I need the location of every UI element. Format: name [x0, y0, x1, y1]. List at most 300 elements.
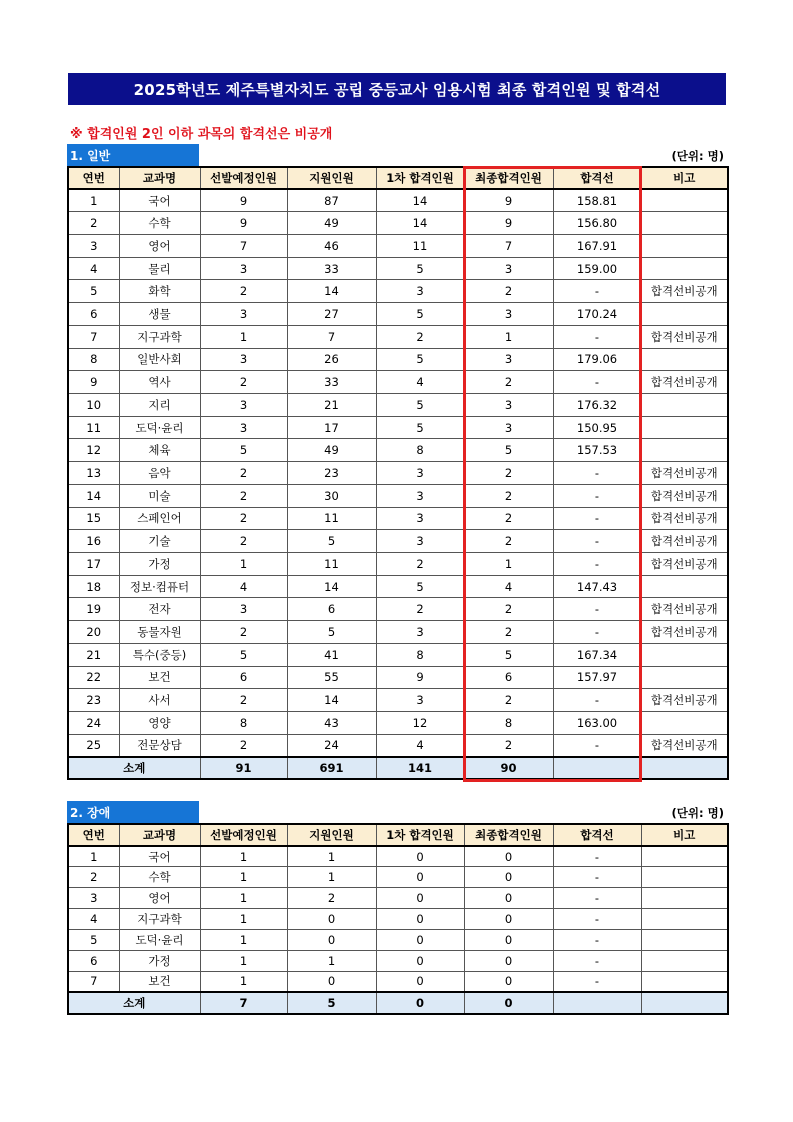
cell-subject: 지구과학 [119, 909, 200, 930]
subtotal-cutoff [553, 757, 641, 779]
cell-first-pass: 0 [376, 971, 464, 992]
cell-first-pass: 5 [376, 575, 464, 598]
subtotal-applicants: 5 [287, 992, 376, 1014]
cell-plan: 1 [200, 888, 287, 909]
cell-plan: 1 [200, 846, 287, 867]
cell-no: 24 [68, 712, 119, 735]
cell-note [641, 929, 728, 950]
cell-final-pass: 2 [464, 530, 553, 553]
cell-plan: 9 [200, 189, 287, 212]
cell-applicants: 7 [287, 325, 376, 348]
cell-plan: 1 [200, 553, 287, 576]
cell-subject: 국어 [119, 189, 200, 212]
cell-final-pass: 8 [464, 712, 553, 735]
cell-no: 12 [68, 439, 119, 462]
cell-plan: 2 [200, 507, 287, 530]
subtotal-label: 소계 [68, 992, 200, 1014]
cell-no: 5 [68, 280, 119, 303]
cell-subject: 수학 [119, 867, 200, 888]
cell-no: 5 [68, 929, 119, 950]
cell-no: 6 [68, 303, 119, 326]
cell-subject: 보건 [119, 971, 200, 992]
table-row [68, 530, 728, 553]
cell-no: 16 [68, 530, 119, 553]
table-header-row [68, 824, 728, 846]
cell-first-pass: 4 [376, 734, 464, 757]
cell-plan: 3 [200, 598, 287, 621]
cell-cutoff: 158.81 [553, 189, 641, 212]
table-row [68, 867, 728, 888]
cell-applicants: 0 [287, 909, 376, 930]
cell-note [641, 212, 728, 235]
cell-cutoff: - [553, 462, 641, 485]
cell-subject: 역사 [119, 371, 200, 394]
table-row [68, 325, 728, 348]
cell-plan: 1 [200, 971, 287, 992]
table-row [68, 234, 728, 257]
cell-cutoff: 167.91 [553, 234, 641, 257]
cell-plan: 3 [200, 416, 287, 439]
col-header-first-pass: 1차 합격인원 [376, 167, 464, 189]
cell-no: 17 [68, 553, 119, 576]
cell-applicants: 49 [287, 212, 376, 235]
cell-applicants: 14 [287, 689, 376, 712]
cell-final-pass: 0 [464, 867, 553, 888]
cell-final-pass: 0 [464, 846, 553, 867]
cell-no: 13 [68, 462, 119, 485]
cell-plan: 2 [200, 371, 287, 394]
cell-first-pass: 2 [376, 553, 464, 576]
cell-note: 합격선비공개 [641, 621, 728, 644]
cell-applicants: 43 [287, 712, 376, 735]
cell-cutoff: - [553, 867, 641, 888]
cell-final-pass: 2 [464, 621, 553, 644]
table-row [68, 950, 728, 971]
cell-final-pass: 0 [464, 929, 553, 950]
cell-applicants: 17 [287, 416, 376, 439]
general-results-table [67, 166, 729, 780]
cell-first-pass: 0 [376, 846, 464, 867]
table-row [68, 257, 728, 280]
cell-subject: 물리 [119, 257, 200, 280]
cell-final-pass: 4 [464, 575, 553, 598]
cell-plan: 6 [200, 666, 287, 689]
table-header-row [68, 167, 728, 189]
cell-first-pass: 5 [376, 257, 464, 280]
cell-subject: 정보·컴퓨터 [119, 575, 200, 598]
col-header-first-pass: 1차 합격인원 [376, 824, 464, 846]
cell-cutoff: 176.32 [553, 393, 641, 416]
cell-no: 7 [68, 971, 119, 992]
cell-first-pass: 3 [376, 280, 464, 303]
cell-note: 합격선비공개 [641, 553, 728, 576]
cell-subject: 미술 [119, 484, 200, 507]
cell-note [641, 971, 728, 992]
cell-first-pass: 8 [376, 643, 464, 666]
cell-cutoff: - [553, 530, 641, 553]
cell-final-pass: 3 [464, 257, 553, 280]
cell-plan: 4 [200, 575, 287, 598]
cell-applicants: 1 [287, 867, 376, 888]
col-header-final-pass: 최종합격인원 [464, 167, 553, 189]
subtotal-first-pass: 141 [376, 757, 464, 779]
cell-applicants: 5 [287, 530, 376, 553]
cell-no: 22 [68, 666, 119, 689]
cell-no: 3 [68, 888, 119, 909]
cell-cutoff: 163.00 [553, 712, 641, 735]
subtotal-final-pass: 0 [464, 992, 553, 1014]
cell-first-pass: 4 [376, 371, 464, 394]
col-header-no: 연번 [68, 824, 119, 846]
cell-first-pass: 14 [376, 212, 464, 235]
cell-subject: 국어 [119, 846, 200, 867]
table-row [68, 303, 728, 326]
cell-no: 8 [68, 348, 119, 371]
cell-cutoff: - [553, 507, 641, 530]
cell-final-pass: 3 [464, 416, 553, 439]
section-disabled-label: 2. 장애 [67, 801, 199, 823]
cell-cutoff: - [553, 553, 641, 576]
cell-first-pass: 0 [376, 888, 464, 909]
col-header-subject: 교과명 [119, 824, 200, 846]
cell-cutoff: 157.97 [553, 666, 641, 689]
cell-plan: 8 [200, 712, 287, 735]
cell-plan: 3 [200, 393, 287, 416]
cell-plan: 2 [200, 462, 287, 485]
cell-final-pass: 2 [464, 371, 553, 394]
col-header-applicants: 지원인원 [287, 167, 376, 189]
cell-subject: 도덕·윤리 [119, 929, 200, 950]
col-header-note: 비고 [641, 167, 728, 189]
cell-note [641, 303, 728, 326]
cell-cutoff: - [553, 971, 641, 992]
cell-note [641, 257, 728, 280]
section-disabled-unit: (단위: 명) [671, 806, 724, 820]
cell-first-pass: 14 [376, 189, 464, 212]
cell-subject: 전자 [119, 598, 200, 621]
cell-subject: 영어 [119, 888, 200, 909]
cell-final-pass: 9 [464, 212, 553, 235]
cell-no: 4 [68, 257, 119, 280]
cell-first-pass: 5 [376, 348, 464, 371]
cell-cutoff: 179.06 [553, 348, 641, 371]
subtotal-note [641, 992, 728, 1014]
cell-no: 23 [68, 689, 119, 712]
cell-first-pass: 9 [376, 666, 464, 689]
cell-cutoff: 170.24 [553, 303, 641, 326]
cell-final-pass: 2 [464, 484, 553, 507]
cell-first-pass: 5 [376, 303, 464, 326]
table-row [68, 575, 728, 598]
page-title: 2025학년도 제주특별자치도 공립 중등교사 임용시험 최종 합격인원 및 합격선 [68, 73, 726, 105]
table-row [68, 280, 728, 303]
table-row [68, 621, 728, 644]
cell-note [641, 888, 728, 909]
cell-note [641, 950, 728, 971]
cell-applicants: 11 [287, 553, 376, 576]
cell-final-pass: 2 [464, 280, 553, 303]
subtotal-note [641, 757, 728, 779]
cell-cutoff: 157.53 [553, 439, 641, 462]
cell-plan: 5 [200, 439, 287, 462]
cell-subject: 전문상담 [119, 734, 200, 757]
cell-cutoff: - [553, 950, 641, 971]
cell-note: 합격선비공개 [641, 462, 728, 485]
cell-applicants: 33 [287, 371, 376, 394]
cell-final-pass: 0 [464, 950, 553, 971]
col-header-plan: 선발예정인원 [200, 824, 287, 846]
cell-cutoff: - [553, 280, 641, 303]
cell-plan: 2 [200, 530, 287, 553]
cell-final-pass: 3 [464, 393, 553, 416]
cell-no: 21 [68, 643, 119, 666]
cell-first-pass: 12 [376, 712, 464, 735]
cell-applicants: 87 [287, 189, 376, 212]
cell-applicants: 26 [287, 348, 376, 371]
cell-applicants: 14 [287, 575, 376, 598]
cell-first-pass: 3 [376, 484, 464, 507]
cell-note: 합격선비공개 [641, 530, 728, 553]
cell-note: 합격선비공개 [641, 598, 728, 621]
col-header-final-pass: 최종합격인원 [464, 824, 553, 846]
cell-subject: 지구과학 [119, 325, 200, 348]
cell-cutoff: - [553, 621, 641, 644]
cell-applicants: 49 [287, 439, 376, 462]
cell-note: 합격선비공개 [641, 325, 728, 348]
cell-final-pass: 2 [464, 689, 553, 712]
cell-final-pass: 0 [464, 909, 553, 930]
cell-note [641, 712, 728, 735]
cell-no: 10 [68, 393, 119, 416]
cell-no: 9 [68, 371, 119, 394]
table-row [68, 553, 728, 576]
cell-note: 합격선비공개 [641, 484, 728, 507]
table-row [68, 971, 728, 992]
cell-final-pass: 1 [464, 325, 553, 348]
cell-final-pass: 3 [464, 348, 553, 371]
cell-plan: 2 [200, 734, 287, 757]
subtotal-cutoff [553, 992, 641, 1014]
cell-first-pass: 0 [376, 929, 464, 950]
cell-applicants: 6 [287, 598, 376, 621]
cell-note: 합격선비공개 [641, 689, 728, 712]
cell-note [641, 666, 728, 689]
cell-applicants: 5 [287, 621, 376, 644]
cell-no: 14 [68, 484, 119, 507]
cell-cutoff: 150.95 [553, 416, 641, 439]
cell-subject: 특수(중등) [119, 643, 200, 666]
table-row [68, 462, 728, 485]
cell-subject: 영어 [119, 234, 200, 257]
cell-final-pass: 9 [464, 189, 553, 212]
table-row [68, 929, 728, 950]
cell-note [641, 867, 728, 888]
cell-plan: 1 [200, 867, 287, 888]
cell-note [641, 575, 728, 598]
col-header-cutoff: 합격선 [553, 824, 641, 846]
cell-note [641, 416, 728, 439]
cell-plan: 1 [200, 950, 287, 971]
cell-cutoff: - [553, 929, 641, 950]
col-header-applicants: 지원인원 [287, 824, 376, 846]
cell-first-pass: 2 [376, 598, 464, 621]
cell-subject: 도덕·윤리 [119, 416, 200, 439]
cell-cutoff: 167.34 [553, 643, 641, 666]
table-row [68, 507, 728, 530]
cell-subject: 동물자원 [119, 621, 200, 644]
cell-final-pass: 5 [464, 643, 553, 666]
cell-plan: 7 [200, 234, 287, 257]
table-row [68, 846, 728, 867]
cell-subject: 스페인어 [119, 507, 200, 530]
col-header-no: 연번 [68, 167, 119, 189]
cell-plan: 1 [200, 325, 287, 348]
cell-final-pass: 6 [464, 666, 553, 689]
cell-final-pass: 2 [464, 598, 553, 621]
cell-cutoff: - [553, 888, 641, 909]
cell-applicants: 11 [287, 507, 376, 530]
cell-note [641, 846, 728, 867]
cell-subject: 지리 [119, 393, 200, 416]
cell-subject: 일반사회 [119, 348, 200, 371]
cell-applicants: 27 [287, 303, 376, 326]
table-row [68, 371, 728, 394]
cell-plan: 5 [200, 643, 287, 666]
table-row [68, 666, 728, 689]
cell-first-pass: 0 [376, 950, 464, 971]
subtotal-final-pass: 90 [464, 757, 553, 779]
cell-plan: 3 [200, 348, 287, 371]
cell-no: 7 [68, 325, 119, 348]
cell-subject: 가정 [119, 950, 200, 971]
cell-subject: 사서 [119, 689, 200, 712]
cell-subject: 생물 [119, 303, 200, 326]
cell-plan: 2 [200, 689, 287, 712]
cell-no: 2 [68, 212, 119, 235]
cell-first-pass: 8 [376, 439, 464, 462]
cell-no: 4 [68, 909, 119, 930]
cell-subject: 수학 [119, 212, 200, 235]
cell-no: 25 [68, 734, 119, 757]
cell-plan: 1 [200, 929, 287, 950]
subtotal-row [68, 992, 728, 1014]
cell-cutoff: 159.00 [553, 257, 641, 280]
table-row [68, 888, 728, 909]
table-row [68, 909, 728, 930]
cell-final-pass: 5 [464, 439, 553, 462]
cell-applicants: 14 [287, 280, 376, 303]
cell-note [641, 234, 728, 257]
cell-no: 1 [68, 189, 119, 212]
cell-applicants: 0 [287, 971, 376, 992]
cell-cutoff: 156.80 [553, 212, 641, 235]
cell-cutoff: - [553, 734, 641, 757]
table-row [68, 734, 728, 757]
cell-no: 2 [68, 867, 119, 888]
cell-applicants: 46 [287, 234, 376, 257]
cell-final-pass: 0 [464, 888, 553, 909]
cell-applicants: 1 [287, 950, 376, 971]
col-header-plan: 선발예정인원 [200, 167, 287, 189]
cell-subject: 기술 [119, 530, 200, 553]
general-table-body [68, 189, 728, 757]
cell-note [641, 439, 728, 462]
cell-final-pass: 1 [464, 553, 553, 576]
cell-no: 11 [68, 416, 119, 439]
disabled-table-body [68, 846, 728, 992]
col-header-subject: 교과명 [119, 167, 200, 189]
notice-text: ※ 합격인원 2인 이하 과목의 합격선은 비공개 [70, 127, 333, 142]
cell-cutoff: - [553, 371, 641, 394]
subtotal-plan: 91 [200, 757, 287, 779]
cell-first-pass: 3 [376, 621, 464, 644]
cell-final-pass: 3 [464, 303, 553, 326]
cell-subject: 보건 [119, 666, 200, 689]
cell-no: 3 [68, 234, 119, 257]
cell-applicants: 24 [287, 734, 376, 757]
cell-cutoff: - [553, 598, 641, 621]
subtotal-label: 소계 [68, 757, 200, 779]
cell-final-pass: 2 [464, 462, 553, 485]
section-general-unit: (단위: 명) [671, 149, 724, 163]
cell-first-pass: 5 [376, 393, 464, 416]
table-row [68, 484, 728, 507]
cell-cutoff: - [553, 689, 641, 712]
subtotal-plan: 7 [200, 992, 287, 1014]
cell-plan: 2 [200, 280, 287, 303]
cell-note [641, 189, 728, 212]
cell-final-pass: 7 [464, 234, 553, 257]
cell-final-pass: 0 [464, 971, 553, 992]
cell-subject: 음악 [119, 462, 200, 485]
col-header-note: 비고 [641, 824, 728, 846]
cell-plan: 2 [200, 484, 287, 507]
cell-first-pass: 3 [376, 530, 464, 553]
cell-note: 합격선비공개 [641, 371, 728, 394]
cell-no: 18 [68, 575, 119, 598]
table-row [68, 643, 728, 666]
cell-cutoff: - [553, 846, 641, 867]
cell-subject: 가정 [119, 553, 200, 576]
col-header-cutoff: 합격선 [553, 167, 641, 189]
section-general-header [67, 144, 727, 166]
table-row [68, 393, 728, 416]
cell-note: 합격선비공개 [641, 507, 728, 530]
cell-applicants: 1 [287, 846, 376, 867]
cell-no: 6 [68, 950, 119, 971]
cell-note [641, 909, 728, 930]
table-row [68, 189, 728, 212]
cell-note [641, 393, 728, 416]
cell-applicants: 21 [287, 393, 376, 416]
cell-note: 합격선비공개 [641, 280, 728, 303]
cell-cutoff: - [553, 484, 641, 507]
table-row [68, 689, 728, 712]
subtotal-applicants: 691 [287, 757, 376, 779]
cell-no: 15 [68, 507, 119, 530]
section-general-label: 1. 일반 [67, 144, 199, 166]
cell-applicants: 23 [287, 462, 376, 485]
cell-final-pass: 2 [464, 507, 553, 530]
cell-first-pass: 3 [376, 462, 464, 485]
cell-plan: 3 [200, 303, 287, 326]
cell-first-pass: 2 [376, 325, 464, 348]
cell-subject: 체육 [119, 439, 200, 462]
cell-applicants: 33 [287, 257, 376, 280]
cell-plan: 9 [200, 212, 287, 235]
cell-plan: 3 [200, 257, 287, 280]
cell-cutoff: - [553, 909, 641, 930]
